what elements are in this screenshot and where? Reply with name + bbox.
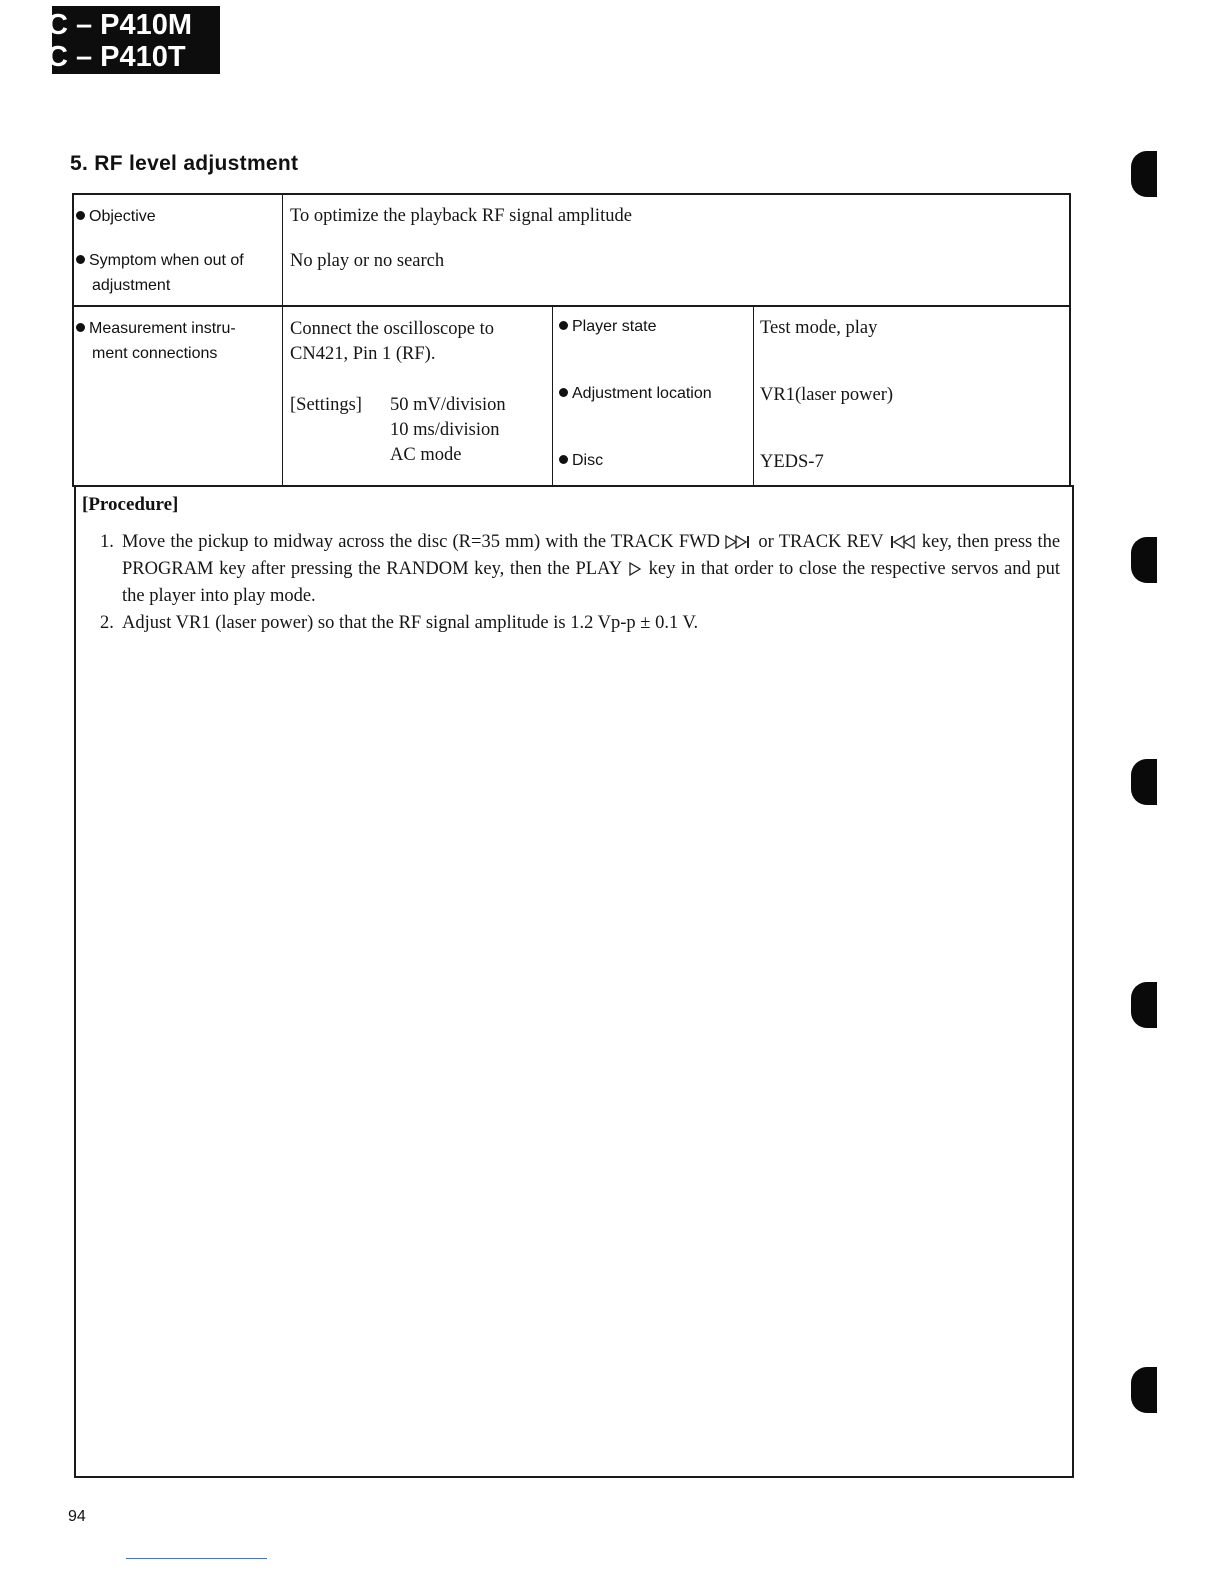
model-number-line: C – P410T [47,41,186,73]
binder-tab-mark [1131,537,1157,583]
model-number-line: C – P410M [47,9,193,41]
bullet-icon [559,321,568,330]
play-icon [627,562,643,576]
adjustment-location-label: Adjustment location [559,381,712,406]
section-title: 5. RF level adjustment [70,152,299,175]
procedure-step: 2. Adjust VR1 (laser power) so that the RF signal amplitude is 1.2 Vp-p ± 0.1 V. [100,613,699,633]
measurement-value: Connect the oscilloscope to CN421, Pin 1 (RF). [290,319,494,364]
bullet-icon [76,255,85,264]
objective-label: Objective [76,204,156,229]
bullet-icon [76,323,85,332]
table-column-divider [552,305,553,487]
procedure-steps [92,529,1060,637]
track-forward-icon [725,535,753,549]
setting-item: 10 ms/division [390,420,500,440]
measurement-label: Measurement instru- ment connections [76,316,236,366]
disc-value: YEDS-7 [760,452,824,472]
bullet-icon [559,388,568,397]
binder-tab-mark [1131,151,1157,197]
player-state-label: Player state [559,314,656,339]
table-column-divider [753,305,754,487]
model-number-block [47,6,220,74]
player-state-value: Test mode, play [760,318,878,338]
symptom-value: No play or no search [290,251,445,271]
binder-tab-mark [1131,1367,1157,1413]
settings-label: [Settings] [290,395,362,415]
binder-tab-mark [1131,982,1157,1028]
track-reverse-icon [889,535,917,549]
settings-list [390,393,506,468]
setting-item: 50 mV/division [390,395,506,415]
adjustment-location-value: VR1(laser power) [760,385,894,405]
procedure-step: 1. Move the pickup to midway across the disc (R=35 mm) with the TRACK FWD or TRACK REV key, then press the PROGRAM key after pressing the RANDOM key, then the PLAY key in that order to close the respective servos and put the player into play mode. [100,532,1061,606]
table-column-divider [282,193,283,487]
objective-value: To optimize the playback RF signal amplitude [290,206,632,226]
page-number: 94 [68,1508,86,1525]
bullet-icon [559,455,568,464]
table-row-divider [72,305,1071,307]
binder-tab-mark [1131,759,1157,805]
bullet-icon [76,211,85,220]
setting-item: AC mode [390,445,462,465]
procedure-heading: [Procedure] [82,494,179,515]
footer-rule [126,1558,267,1559]
symptom-label: Symptom when out of adjustment [76,248,244,298]
disc-label: Disc [559,448,603,473]
